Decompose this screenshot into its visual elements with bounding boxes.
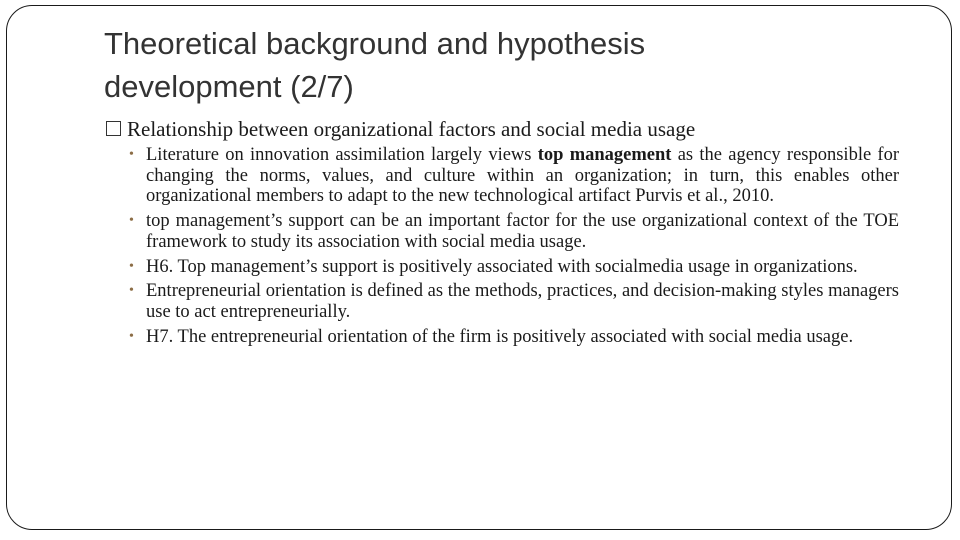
bullet-icon: • bbox=[129, 147, 134, 162]
bullet-text: H6. Top management’s support is positively associated with socialmedia usage in organizations. bbox=[146, 256, 858, 277]
bullet-icon: • bbox=[129, 213, 134, 229]
square-bullet-icon bbox=[106, 121, 121, 136]
bullet-text: top management’s support can be an important factor for the use organizational context of the TOE framework to study its association with social media usage. bbox=[146, 211, 899, 252]
list-item bbox=[129, 327, 899, 348]
bullet-text-pre: Literature on innovation assimilation largely views bbox=[146, 145, 538, 165]
list-item bbox=[129, 145, 899, 207]
section-heading bbox=[106, 117, 896, 141]
bullet-icon: • bbox=[129, 328, 134, 344]
bullet-text-post: as the agency responsible for changing the norms, values, and culture within an organization; in turn, this enables other organizational members to adapt to the new technological artifact Purvis et al., 2010. bbox=[146, 145, 900, 207]
bullet-icon: • bbox=[129, 283, 134, 299]
section-heading-text: Relationship between organizational factors and social media usage bbox=[127, 117, 696, 141]
bullet-icon: • bbox=[129, 258, 134, 274]
slide-title-line2: development (2/7) bbox=[104, 69, 354, 104]
list-item bbox=[129, 257, 899, 278]
slide-title-line1: Theoretical background and hypothesis bbox=[104, 26, 646, 61]
content-section bbox=[106, 117, 900, 351]
list-item bbox=[129, 281, 899, 322]
bullet-list bbox=[106, 145, 900, 347]
slide-title bbox=[104, 22, 864, 108]
bullet-text: H7. The entrepreneurial orientation of the firm is positively associated with social media usage. bbox=[146, 326, 854, 347]
list-item bbox=[129, 211, 899, 252]
bullet-text: Entrepreneurial orientation is defined as the methods, practices, and decision-making styles managers use to act entrepreneurially. bbox=[146, 281, 899, 322]
bullet-text-bold: top management bbox=[537, 145, 672, 165]
